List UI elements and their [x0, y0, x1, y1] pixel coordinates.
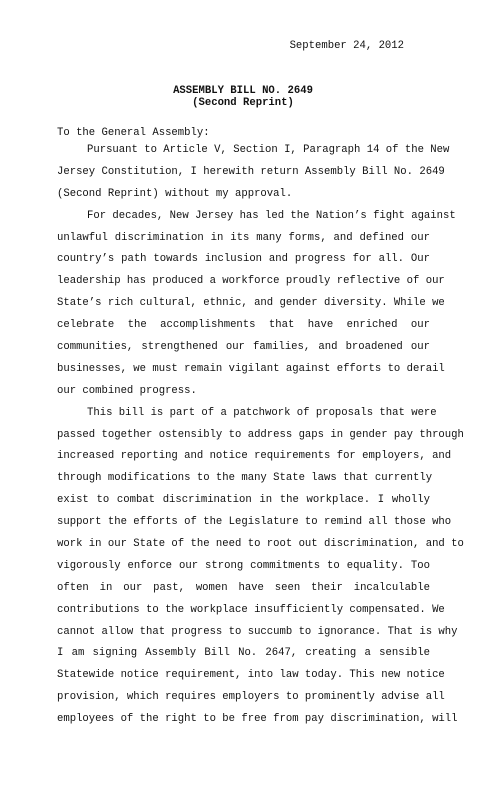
- body-line: leadership has produced a workforce proudly reflective of our: [57, 275, 445, 288]
- body-line: Jersey Constitution, I herewith return Assembly Bill No. 2649: [57, 165, 445, 178]
- body-line: support the efforts of the Legislature to remind all those who: [57, 516, 452, 529]
- bill-subtitle: (Second Reprint): [192, 97, 294, 109]
- body-line: passed together ostensibly to address gaps in gender pay through: [57, 428, 464, 441]
- body-line: I am signing Assembly Bill No. 2647, creating a sensible: [57, 647, 430, 660]
- body-line: vigorously enforce our strong commitments to equality. Too: [57, 559, 430, 572]
- body-line: cannot allow that progress to succumb to ignorance. That is why: [57, 625, 458, 638]
- body-line: This bill is part of a patchwork of proposals that were: [87, 406, 437, 419]
- body-line: unlawful discrimination in its many forms, and defined our: [57, 231, 430, 244]
- body-line: often in our past, women have seen their incalculable: [57, 581, 430, 594]
- body-line: Statewide notice requirement, into law today. This new notice: [57, 669, 445, 682]
- letter-date: September 24, 2012: [289, 40, 404, 52]
- body-line: exist to combat discrimination in the workplace. I wholly: [57, 494, 430, 507]
- body-line: provision, which requires employers to prominently advise all: [57, 691, 445, 704]
- body-line: increased reporting and notice requirements for employers, and: [57, 450, 452, 463]
- salutation: To the General Assembly:: [57, 127, 210, 139]
- body-line: our combined progress.: [57, 384, 197, 397]
- body-line: work in our State of the need to root out discrimination, and to: [57, 538, 464, 551]
- body-line: (Second Reprint) without my approval.: [57, 187, 293, 200]
- body-line: employees of the right to be free from pay discrimination, will: [57, 713, 458, 726]
- body-line: through modifications to the many State laws that currently: [57, 472, 433, 485]
- body-line: celebrate the accomplishments that have enriched our: [57, 319, 430, 332]
- body-text: [57, 140, 464, 731]
- body-line: State’s rich cultural, ethnic, and gender diversity. While we: [57, 297, 445, 310]
- bill-title: ASSEMBLY BILL NO. 2649: [173, 85, 313, 97]
- body-line: communities, strengthened our families, and broadened our: [57, 341, 430, 354]
- body-line: Pursuant to Article V, Section I, Paragraph 14 of the New: [87, 144, 450, 156]
- body-line: For decades, New Jersey has led the Nation’s fight against: [87, 209, 456, 222]
- body-line: businesses, we must remain vigilant against efforts to derail: [57, 362, 445, 375]
- body-line: contributions to the workplace insufficiently compensated. We: [57, 603, 445, 616]
- title-block: [0, 85, 486, 109]
- body-line: country’s path towards inclusion and progress for all. Our: [57, 253, 430, 266]
